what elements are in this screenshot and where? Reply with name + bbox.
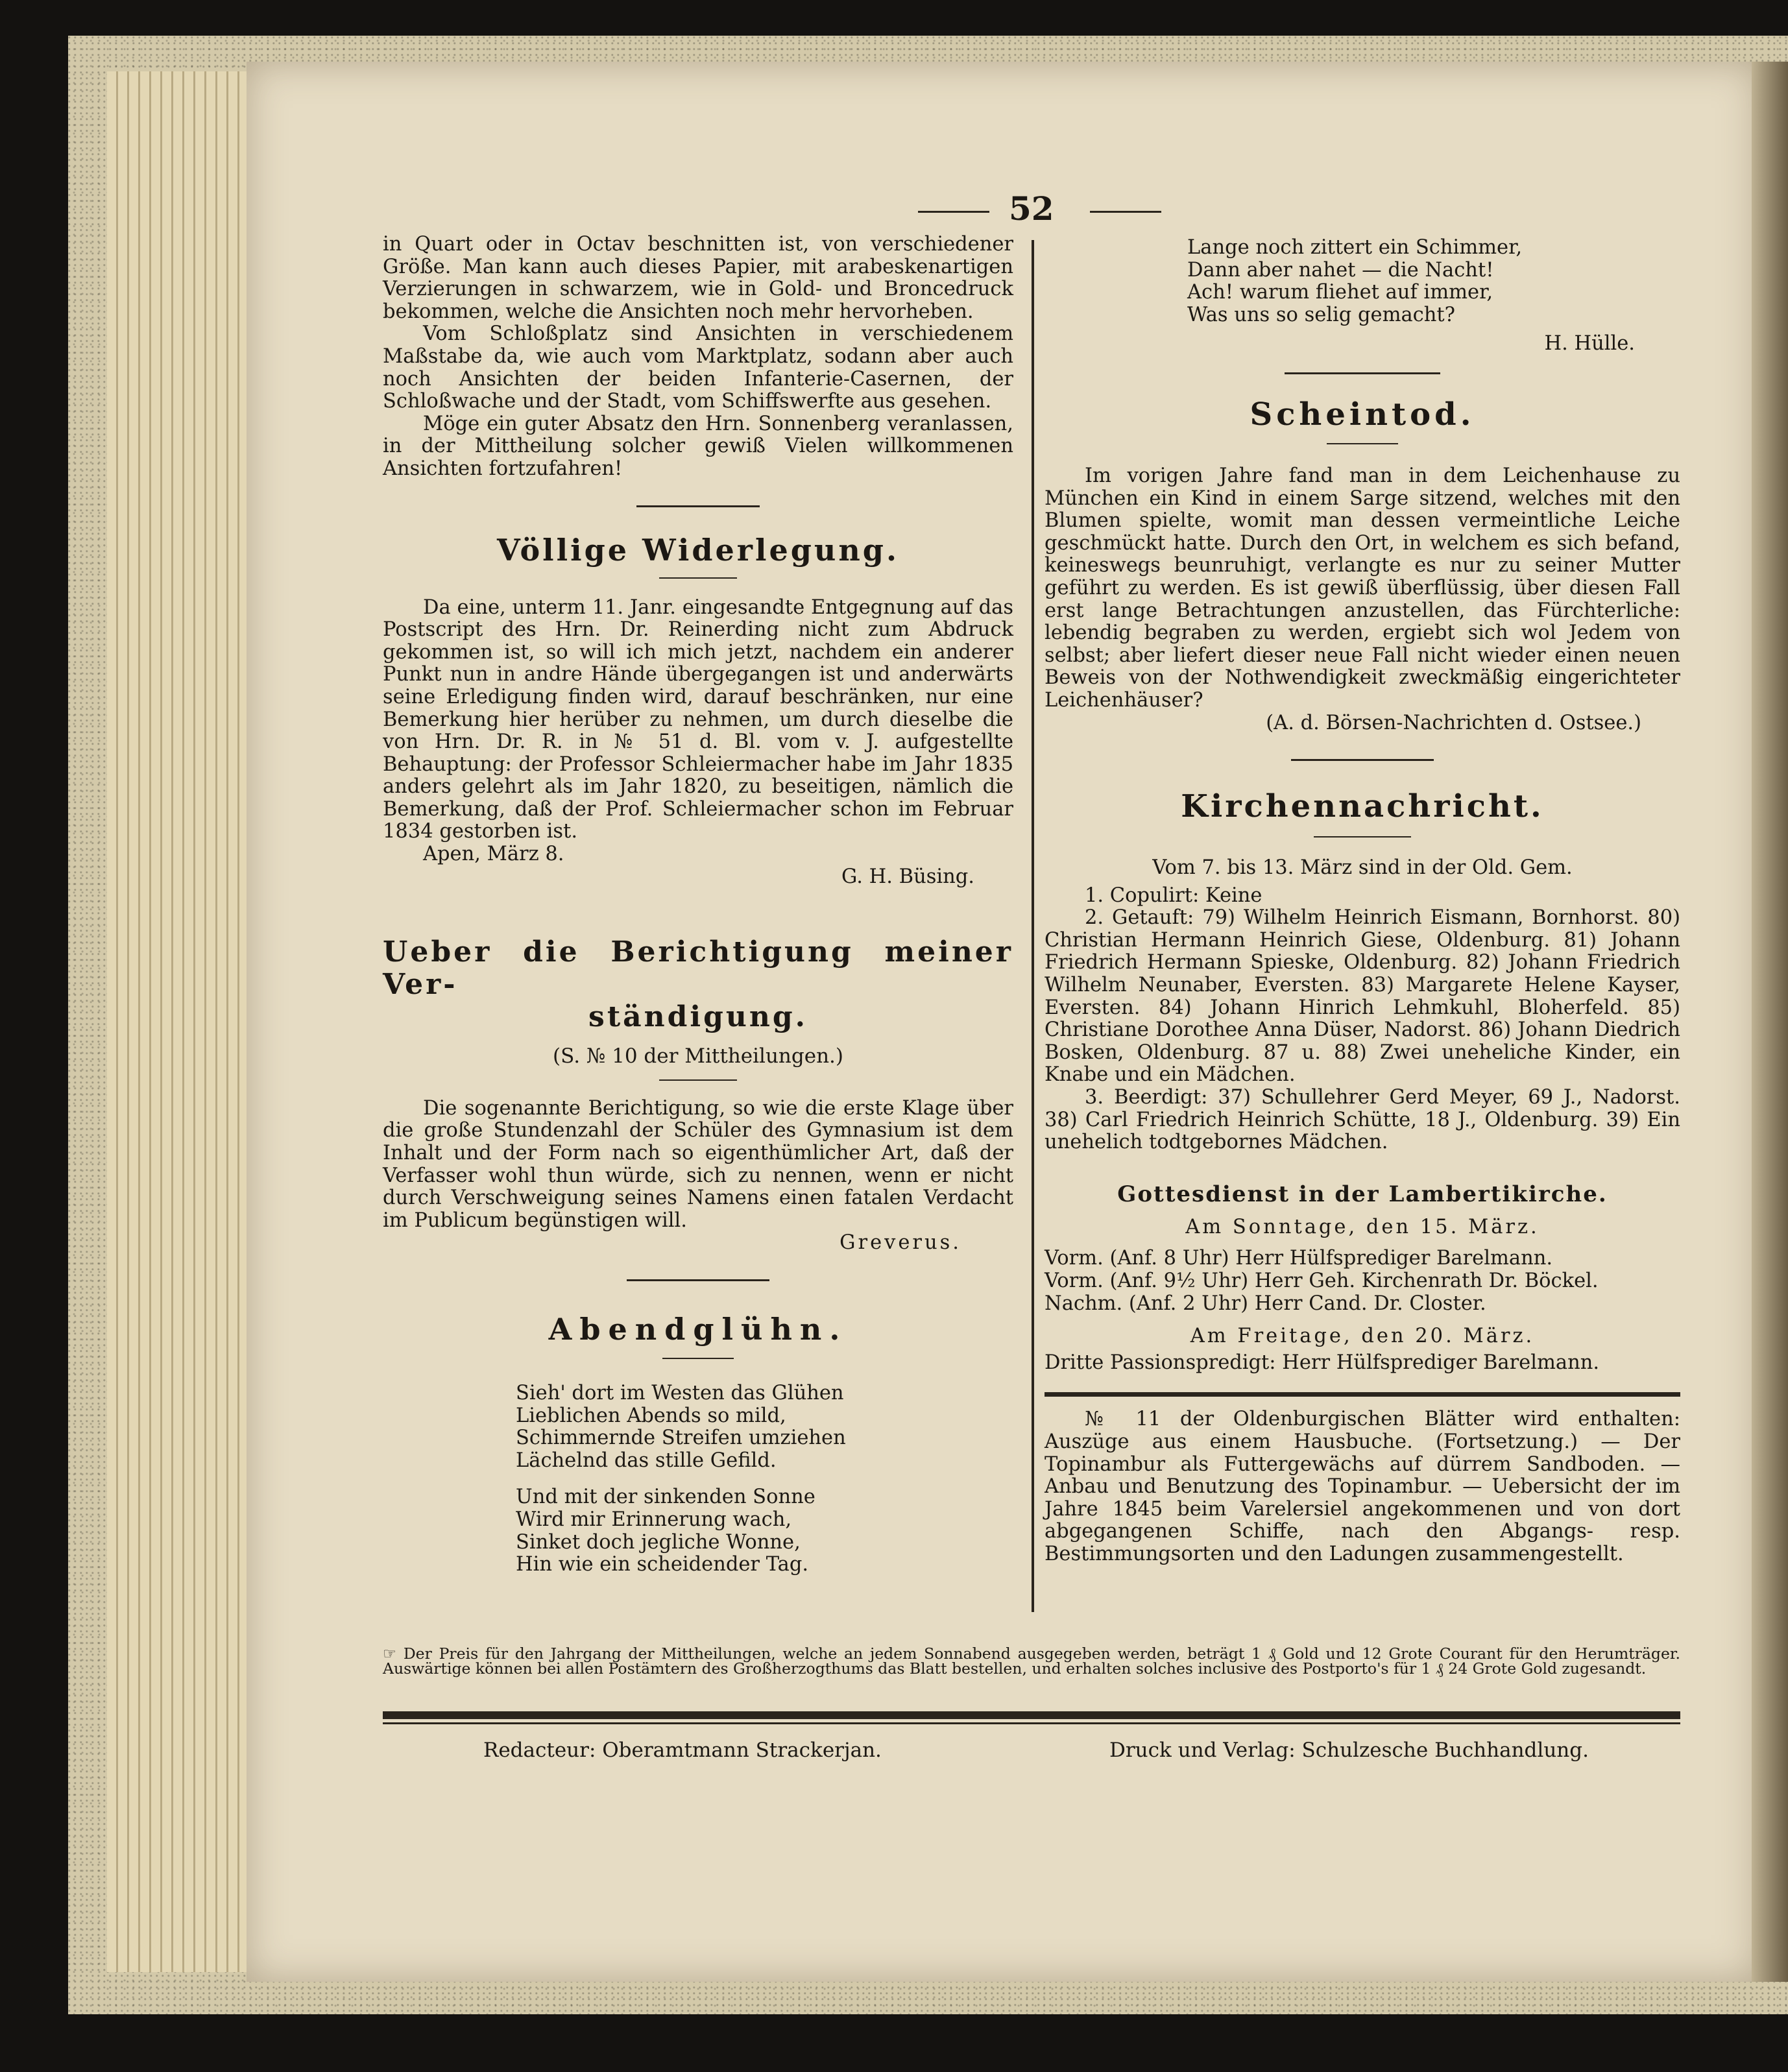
article-signature: Greverus. — [840, 1231, 961, 1255]
church-intro: Vom 7. bis 13. März sind in der Old. Gem. — [1152, 856, 1573, 880]
poem-line: Sieh' dort im Westen das Glühen — [516, 1382, 844, 1404]
poem-line: Schimmernde Streifen umziehen — [516, 1427, 846, 1450]
page-edges — [107, 71, 263, 1972]
poem-line: Ach! warum fliehet auf immer, — [1187, 281, 1493, 304]
poem-line: Hin wie ein scheidender Tag. — [516, 1553, 809, 1576]
article-title-line-2: ständigung. — [588, 1000, 808, 1034]
book-gutter — [1752, 62, 1788, 1982]
service-sunday: Am Sonntage, den 15. März. — [1185, 1215, 1540, 1238]
article-place: Apen, März 8. — [423, 843, 564, 866]
article-title: Kirchennachricht. — [1181, 788, 1544, 825]
publisher-line: Druck und Verlag: Schulzesche Buchhandlung. — [1109, 1739, 1589, 1762]
right-column — [1045, 237, 1680, 1566]
poem-line: Dann aber nahet — die Nacht! — [1187, 258, 1494, 282]
church-burials: 3. Beerdigt: 37) Schullehrer Gerd Meyer, 69 J., Nadorst. 38) Carl Friedrich Heinrich Schütte, 18 J., Oldenburg. 39) Ein unehelich todtgebornes Mädchen. — [1045, 1086, 1680, 1154]
column-divider — [1032, 240, 1034, 1612]
poem-line: Sinket doch jegliche Wonne, — [516, 1530, 801, 1554]
poem-stanza-1 — [383, 1382, 1013, 1472]
section-rule — [1291, 759, 1434, 761]
poem-line: Lächelnd das stille Gefild. — [516, 1449, 777, 1472]
title-rule — [662, 1358, 734, 1359]
service-line: Nachm. (Anf. 2 Uhr) Herr Cand. Dr. Closter. — [1045, 1292, 1486, 1315]
service-title: Gottesdienst in der Lambertikirche. — [1117, 1181, 1608, 1207]
poem-line: Lange noch zittert ein Schimmer, — [1187, 236, 1523, 259]
article-source: (A. d. Börsen-Nachrichten d. Ostsee.) — [1266, 711, 1641, 734]
section-rule — [1285, 372, 1440, 374]
left-column — [383, 234, 1013, 1576]
next-issue-notice: № 11 der Oldenburgischen Blätter wird enthalten: Auszüge aus einem Hausbuche. (Fortsetzung.) — Der Topinambur als Futtergewächs auf dürrem Sandboden. — Anbau und Benutzung des Topinambur. — Uebersicht der im Jahre 1845 beim Varelersiel angekommenen und von dort abgegangenen Schiffe, nach den Abgangs- resp. Bestimmungsorten und den Ladungen zusammengestellt. — [1045, 1408, 1680, 1565]
section-rule — [627, 1279, 769, 1281]
footer-rule-thin — [383, 1722, 1680, 1724]
church-marriages: 1. Copulirt: Keine — [1085, 884, 1262, 907]
article-title-line-1: Ueber die Berichtigung meiner Ver- — [383, 935, 1013, 1002]
poem-signature: H. Hülle. — [1544, 332, 1635, 355]
article-body: Die sogenannte Berichtigung, so wie die erste Klage über die große Stundenzahl der Schüler des Gymnasium ist dem Inhalt und der Form nach so eigenthümlicher Art, daß der Verfasser wohl thun würde, sich zu nennen, wenn er nicht durch Verschweigung seines Namens einen fatalen Verdacht im Publicum begünstigen will. — [383, 1096, 1013, 1232]
intro-paragraph-2: Vom Schloßplatz sind Ansichten in verschiedenem Maßstabe da, wie auch vom Marktplatz, sodann aber auch noch Ansichten der beiden Infanterie-Casernen, der Schloßwache und der Stadt, vom Schiffswerfte aus gesehen. — [383, 322, 1013, 413]
article-subtitle: (S. № 10 der Mittheilungen.) — [552, 1044, 844, 1068]
service-line: Dritte Passionspredigt: Herr Hülfsprediger Barelmann. — [1045, 1351, 1600, 1374]
poem-line: Wird mir Erinnerung wach, — [516, 1508, 792, 1531]
footer-rule — [383, 1711, 1680, 1719]
page-number: 52 — [1009, 189, 1054, 228]
intro-paragraph-3: Möge ein guter Absatz den Hrn. Sonnenberg veranlassen, in der Mittheilung solcher gewiß Vielen willkommenen Ansichten fortzufahren! — [383, 412, 1013, 480]
intro-paragraph-1: in Quart oder in Octav beschnitten ist, von verschiedener Größe. Man kann auch dieses Papier, mit arabeskenartigen Verzierungen in schwarzem, wie in Gold- und Broncedruck bekommen, welche die Ansichten noch mehr hervorheben. — [383, 233, 1013, 323]
section-rule — [636, 505, 760, 507]
poem-line: Und mit der sinkenden Sonne — [516, 1486, 815, 1509]
article-title: Scheintod. — [1250, 396, 1475, 433]
article-title: Völlige Widerlegung. — [497, 532, 899, 568]
service-friday: Am Freitage, den 20. März. — [1190, 1325, 1535, 1348]
title-rule — [659, 1079, 737, 1081]
church-baptisms: 2. Getauft: 79) Wilhelm Heinrich Eismann, Bornhorst. 80) Christian Hermann Heinrich Giese, Oldenburg. 81) Johann Friedrich Hermann Spieske, Oldenburg. 82) Johann Friedrich Wilhelm Neunaber, Eversten. 83) Margarete Helene Kayser, Eversten. 84) Johann Hinrich Lehmkuhl, Bloherfeld. 85) Christiane Dorothee Anna Düser, Nadorst. 86) Johann Diedrich Bosken, Oldenburg. 87 u. 88) Zwei uneheliche Kinder, ein Knabe und ein Mädchen. — [1045, 906, 1680, 1087]
poem-line: Was uns so selig gemacht? — [1187, 303, 1456, 326]
price-notice: ☞ Der Preis für den Jahrgang der Mittheilungen, welche an jedem Sonnabend ausgegeben werden, beträgt 1 ₰ Gold und 12 Grote Courant für den Herumträger. Auswärtige können bei allen Postämtern des Großherzogthums das Blatt bestellen, und erhalten solches inclusive des Postporto's für 1 ₰ 24 Grote Gold zugesandt. — [383, 1644, 1680, 1678]
title-rule — [659, 577, 737, 579]
editor-line: Redacteur: Oberamtmann Strackerjan. — [483, 1739, 882, 1762]
poem-stanza-2 — [383, 1486, 1013, 1576]
service-line: Vorm. (Anf. 8 Uhr) Herr Hülfsprediger Barelmann. — [1045, 1247, 1553, 1270]
title-rule — [1314, 836, 1411, 837]
header-rule-right — [1090, 211, 1161, 213]
header-rule-left — [918, 211, 989, 213]
article-body: Im vorigen Jahre fand man in dem Leichenhause zu München ein Kind in einem Sarge sitzend, welches mit den Blumen spielte, womit man dessen vermeintliche Leiche geschmückt hatte. Durch den Ort, in welchem es sich befand, keineswegs beunruhigt, verlangte es nur zu seiner Mutter geführt zu werden. Es ist gewiß überflüssig, über diesen Fall erst lange Betrachtungen anzustellen, das Fürchterliche: lebendig begraben zu werden, ergiebt sich wol Jedem von selbst; aber liefert dieser neue Fall nicht wieder einen neuen Beweis von der Nothwendigkeit zweckmäßig eingerichteter Leichenhäuser? — [1045, 464, 1680, 712]
article-signature: G. H. Büsing. — [841, 865, 974, 888]
next-issue-rule — [1045, 1392, 1680, 1397]
title-rule — [1327, 443, 1398, 444]
poem-title: Abendglühn. — [548, 1312, 848, 1347]
poem-ending — [1045, 237, 1680, 326]
service-line: Vorm. (Anf. 9½ Uhr) Herr Geh. Kirchenrath Dr. Böckel. — [1045, 1270, 1599, 1292]
article-body: Da eine, unterm 11. Janr. eingesandte Entgegnung auf das Postscript des Hrn. Dr. Reinerding nicht zum Abdruck gekommen ist, so will ich mich jetzt, nachdem ein anderer Punkt nun in andre Hände übergegangen ist und anderwärts seine Erledigung finden wird, darauf beschränken, nur eine Bemerkung hier herüber zu nehmen, um durch dieselbe die von Hrn. Dr. R. in № 51 d. Bl. vom v. J. aufgestellte Behauptung: der Professor Schleiermacher habe im Jahr 1835 anders gelehrt als im Jahr 1820, zu beseitigen, nämlich die Bemerkung, daß der Prof. Schleiermacher schon im Februar 1834 gestorben ist. — [383, 596, 1013, 843]
poem-line: Lieblichen Abends so mild, — [516, 1404, 786, 1427]
